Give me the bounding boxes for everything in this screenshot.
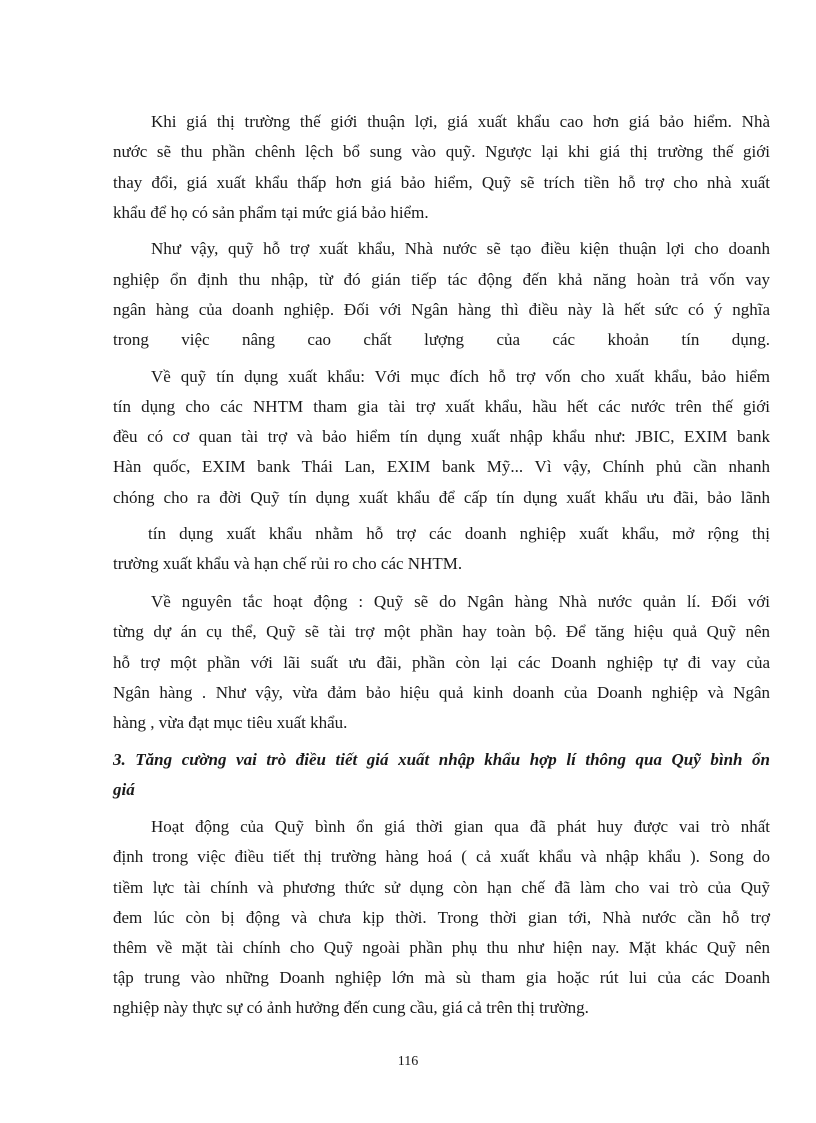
text-line: Về quỹ tín dụng xuất khẩu: Với mục đích hỗ trợ vốn cho xuất khẩu, bảo hiểm <box>151 367 770 386</box>
section-heading: 3. Tăng cường vai trò điều tiết giá xuất nhập khẩu hợp lí thông qua Quỹ bình ổn <box>113 750 770 769</box>
text-line: Hoạt động của Quỹ bình ổn giá thời gian qua đã phát huy được vai trò nhất <box>151 817 770 836</box>
text-line: nghiệp ổn định thu nhập, từ đó gián tiếp tác động đến khả năng hoàn trả vốn vay <box>113 270 770 289</box>
text-line: trường xuất khẩu và hạn chế rủi ro cho các NHTM. <box>113 554 463 573</box>
text-line: Hàn quốc, EXIM bank Thái Lan, EXIM bank Mỹ... Vì vậy, Chính phủ cần nhanh <box>113 457 770 476</box>
text-line: khẩu để họ có sản phẩm tại mức giá bảo hiểm. <box>113 203 429 222</box>
section-heading: giá <box>113 780 135 799</box>
text-line: đem lúc còn bị động và chưa kịp thời. Trong thời gian tới, Nhà nước cần hỗ trợ <box>113 908 770 927</box>
text-line: tín dụng cho các NHTM tham gia tài trợ xuất khẩu, hầu hết các nước trên thế giới <box>113 397 770 416</box>
text-line: định trong việc điều tiết thị trường hàng hoá ( cả xuất khẩu và nhập khẩu ). Song do <box>113 847 770 866</box>
text-line: thay đổi, giá xuất khẩu thấp hơn giá bảo hiểm, Quỹ sẽ trích tiền hỗ trợ cho nhà xuất <box>113 173 770 192</box>
text-line: hàng , vừa đạt mục tiêu xuất khẩu. <box>113 713 348 732</box>
text-line: thêm về mặt tài chính cho Quỹ ngoài phần phụ thu như hiện nay. Mặt khác Quỹ nên <box>113 938 770 957</box>
text-line: Ngân hàng . Như vậy, vừa đảm bảo hiệu quả kinh doanh của Doanh nghiệp và Ngân <box>113 683 770 702</box>
text-line: Về nguyên tắc hoạt động : Quỹ sẽ do Ngân hàng Nhà nước quản lí. Đối với <box>151 592 770 611</box>
text-line: ngân hàng của doanh nghiệp. Đối với Ngân hàng thì điều này là hết sức có ý nghĩa <box>113 300 770 319</box>
text-line: trong việc nâng cao chất lượng của các khoản tín dụng. <box>113 330 770 349</box>
text-line: chóng cho ra đời Quỹ tín dụng xuất khẩu để cấp tín dụng xuất khẩu ưu đãi, bảo lãnh <box>113 488 770 507</box>
page-number: 116 <box>397 1054 419 1069</box>
text-line: từng dự án cụ thể, Quỹ sẽ tài trợ một phần hay toàn bộ. Để tăng hiệu quả Quỹ nên <box>113 622 770 641</box>
text-line: tập trung vào những Doanh nghiệp lớn mà sù tham gia hoặc rút lui của các Doanh <box>113 968 770 987</box>
text-line: đều có cơ quan tài trợ và bảo hiểm tín dụng xuất nhập khẩu như: JBIC, EXIM bank <box>113 427 770 446</box>
text-line: nghiệp này thực sự có ảnh hưởng đến cung cầu, giá cả trên thị trường. <box>113 998 589 1017</box>
text-line: nước sẽ thu phần chênh lệch bổ sung vào quỹ. Ngược lại khi giá thị trường thế giới <box>113 142 770 161</box>
text-line: Như vậy, quỹ hỗ trợ xuất khẩu, Nhà nước sẽ tạo điều kiện thuận lợi cho doanh <box>151 239 770 258</box>
text-line: hỗ trợ một phần với lãi suất ưu đãi, phần còn lại các Doanh nghiệp tự đi vay của <box>113 653 770 672</box>
text-line: tiềm lực tài chính và phương thức sử dụng còn hạn chế đã làm cho vai trò của Quỹ <box>113 878 770 897</box>
text-line: tín dụng xuất khẩu nhằm hỗ trợ các doanh nghiệp xuất khẩu, mở rộng thị <box>148 524 770 543</box>
text-line: Khi giá thị trường thế giới thuận lợi, giá xuất khẩu cao hơn giá bảo hiểm. Nhà <box>151 112 770 131</box>
